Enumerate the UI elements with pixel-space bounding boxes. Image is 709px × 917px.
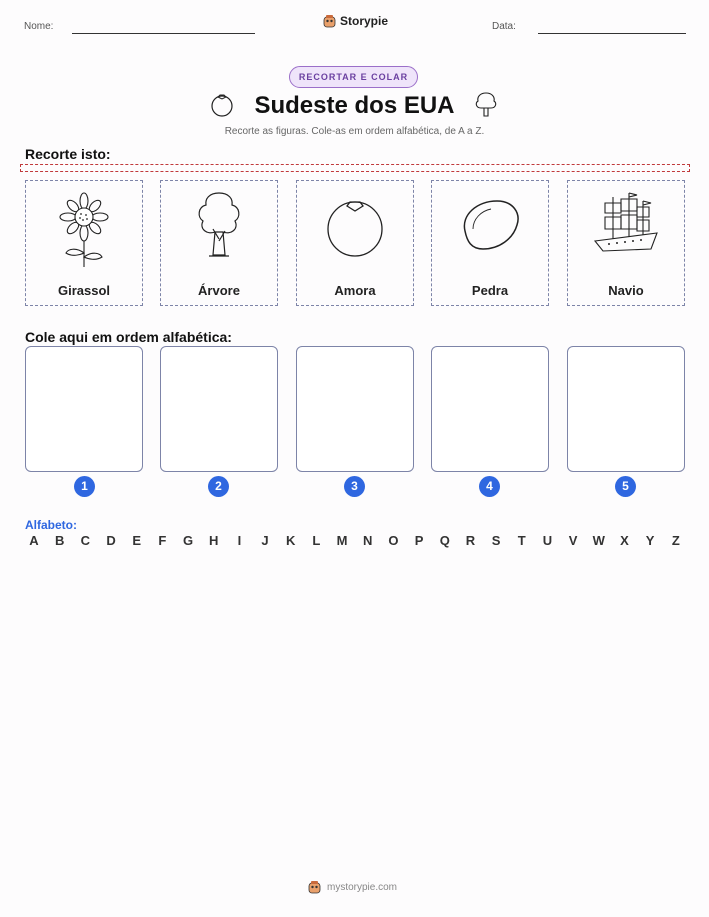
brand-logo — [323, 14, 388, 28]
footer-site[interactable]: mystorypie.com — [327, 881, 398, 893]
alphabet-letter: F — [158, 533, 167, 548]
slot-number-4: 4 — [479, 476, 500, 497]
blackberry-icon — [325, 189, 385, 269]
alphabet-letter: M — [336, 533, 348, 548]
paste-slot-2[interactable] — [160, 346, 278, 472]
alphabet-letter: R — [465, 533, 476, 548]
paste-slot-4[interactable] — [431, 346, 549, 472]
ship-icon — [591, 189, 661, 269]
alphabet-letter: C — [80, 533, 91, 548]
name-field-line[interactable] — [72, 33, 255, 34]
date-field-line[interactable] — [538, 33, 686, 34]
alphabet-letter: N — [363, 533, 373, 548]
slot-number-1: 1 — [74, 476, 95, 497]
alphabet-letter: H — [209, 533, 219, 548]
date-label: Data: — [492, 21, 516, 32]
alphabet-letter: U — [542, 533, 553, 548]
alphabet-letter: K — [286, 533, 296, 548]
paste-slot-5[interactable] — [567, 346, 685, 472]
alphabet-letter: G — [182, 533, 194, 548]
storypie-mascot-icon — [323, 14, 336, 28]
slot-number-2: 2 — [208, 476, 229, 497]
tree-icon — [189, 189, 249, 269]
alphabet-letter: E — [132, 533, 142, 548]
card-label: Amora — [334, 283, 376, 298]
card-label: Navio — [608, 283, 644, 298]
brand-name: Storypie — [340, 14, 389, 28]
card-label: Girassol — [57, 283, 111, 298]
card-navio[interactable] — [567, 180, 685, 306]
alphabet-letter: D — [106, 533, 116, 548]
alphabet-letter: P — [414, 533, 424, 548]
footer — [308, 880, 397, 894]
alphabet-letter: T — [517, 533, 526, 548]
page-title: Sudeste dos EUA — [254, 92, 455, 119]
stone-icon — [455, 189, 525, 269]
paste-heading: Cole aqui em ordem alfabética: — [25, 329, 232, 345]
cut-heading: Recorte isto: — [25, 146, 111, 162]
alphabet-heading: Alfabeto: — [25, 518, 77, 532]
paste-slot-1[interactable] — [25, 346, 143, 472]
name-label: Nome: — [24, 21, 54, 32]
alphabet-letter: X — [620, 533, 629, 548]
card-pedra[interactable] — [431, 180, 549, 306]
alphabet-row — [27, 533, 683, 548]
alphabet-letter: Q — [439, 533, 450, 548]
slot-number-3: 3 — [344, 476, 365, 497]
alphabet-letter: S — [491, 533, 501, 548]
alphabet-letter: O — [388, 533, 399, 548]
instructions: Recorte as figuras. Cole-as em ordem alfabética, de A a Z. — [224, 126, 485, 137]
alphabet-letter: A — [29, 533, 39, 548]
card-girassol[interactable] — [25, 180, 143, 306]
paste-slot-3[interactable] — [296, 346, 414, 472]
alphabet-letter: Y — [645, 533, 655, 548]
sunflower-icon — [54, 189, 114, 269]
card-label: Pedra — [471, 283, 509, 298]
alphabet-letter: J — [261, 533, 269, 548]
card-arvore[interactable] — [160, 180, 278, 306]
slot-number-5: 5 — [615, 476, 636, 497]
alphabet-letter: I — [237, 533, 242, 548]
card-amora[interactable] — [296, 180, 414, 306]
tree-icon — [473, 90, 499, 123]
alphabet-letter: L — [312, 533, 321, 548]
cut-line — [20, 164, 690, 172]
card-label: Árvore — [198, 283, 240, 298]
alphabet-letter: V — [568, 533, 578, 548]
alphabet-letter: W — [592, 533, 605, 548]
activity-badge: RECORTAR E COLAR — [289, 66, 418, 88]
storypie-mascot-icon — [308, 880, 321, 894]
alphabet-letter: Z — [671, 533, 680, 548]
alphabet-letter: B — [54, 533, 65, 548]
